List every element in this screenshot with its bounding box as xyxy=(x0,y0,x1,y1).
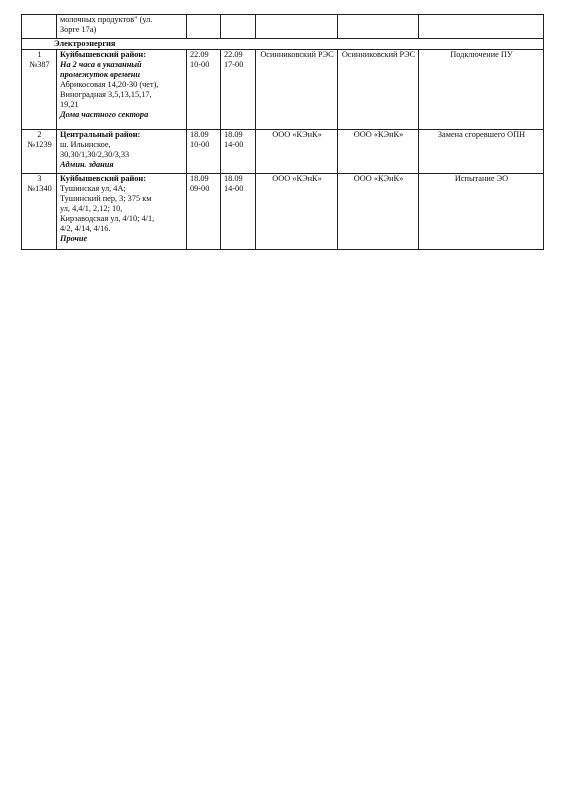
address-line: Тушинский пер, 3; 375 км xyxy=(60,194,152,203)
table-row xyxy=(22,50,544,130)
address-cell xyxy=(57,174,187,250)
address-line: 19,21 xyxy=(60,100,79,109)
category: Админ. здания xyxy=(60,160,114,169)
end-date: 18.09 xyxy=(224,130,243,139)
work-cell: Замена сгоревшего ОПН xyxy=(419,130,544,174)
work-cell: Подключение ПУ xyxy=(419,50,544,130)
section-header-row xyxy=(22,39,544,50)
start-date: 22.09 xyxy=(190,50,209,59)
organization-cell: ООО «КЭнК» xyxy=(256,130,338,174)
end-cell xyxy=(221,130,256,174)
address-line: ш. Ильинское, xyxy=(60,140,111,149)
work-cell: Испытание ЭО xyxy=(419,174,544,250)
end-cell xyxy=(221,50,256,130)
category: Дома частного сектора xyxy=(60,110,149,119)
address-line: Абрикосовая 14,20-30 (чет), xyxy=(60,80,159,89)
address-line: Кирзаводская ул, 4/10; 4/1, xyxy=(60,214,155,223)
start-date: 18.09 xyxy=(190,174,209,183)
continuation-address-cell xyxy=(57,15,187,39)
organization-cell: Осинниковский РЭС xyxy=(256,50,338,130)
end-time: 17-00 xyxy=(224,60,244,69)
end-date: 22.09 xyxy=(224,50,243,59)
start-time: 10-00 xyxy=(190,140,210,149)
end-date: 18.09 xyxy=(224,174,243,183)
table-row-continuation xyxy=(22,15,544,39)
address-cell xyxy=(57,50,187,130)
address-line: 30,30/1,30/2,30/3,33 xyxy=(60,150,130,159)
start-cell xyxy=(187,174,221,250)
address-line: Виноградная 3,5,13,15,17, xyxy=(60,90,152,99)
address-line: 4/2, 4/14, 4/16. xyxy=(60,224,111,233)
start-cell xyxy=(187,130,221,174)
outage-schedule-table xyxy=(21,14,544,250)
time-note: На 2 часа в указанный промежуток времени xyxy=(60,60,142,79)
row-number-cell: 3 №1340 xyxy=(22,174,57,250)
executor-cell: Осинниковский РЭС xyxy=(338,50,419,130)
address-line: ул, 4,4/1, 2,12; 10, xyxy=(60,204,123,213)
end-cell xyxy=(221,174,256,250)
row-number-cell: 2 №1239 xyxy=(22,130,57,174)
start-time: 09-00 xyxy=(190,184,210,193)
continuation-line: молочных продуктов" (ул. xyxy=(60,15,153,24)
organization-cell: ООО «КЭнК» xyxy=(256,174,338,250)
table-row xyxy=(22,174,544,250)
district: Куйбышевский район: xyxy=(60,174,146,183)
category: Прочие xyxy=(60,234,88,243)
continuation-line: Зорге 17а) xyxy=(60,25,97,34)
executor-cell: ООО «КЭнК» xyxy=(338,174,419,250)
address-cell xyxy=(57,130,187,174)
table-row xyxy=(22,130,544,174)
district: Куйбышевский район: xyxy=(60,50,146,59)
executor-cell: ООО «КЭнК» xyxy=(338,130,419,174)
start-date: 18.09 xyxy=(190,130,209,139)
start-cell xyxy=(187,50,221,130)
district: Центральный район: xyxy=(60,130,141,139)
row-id: №1239 xyxy=(27,140,52,149)
end-time: 14-00 xyxy=(224,184,244,193)
section-title: Электроэнергия xyxy=(22,39,544,50)
row-number-cell: 1 №387 xyxy=(22,50,57,130)
start-time: 10-00 xyxy=(190,60,210,69)
end-time: 14-00 xyxy=(224,140,244,149)
address-line: Тушинская ул, 4А; xyxy=(60,184,126,193)
row-id: №1340 xyxy=(27,184,52,193)
row-id: №387 xyxy=(29,60,50,69)
